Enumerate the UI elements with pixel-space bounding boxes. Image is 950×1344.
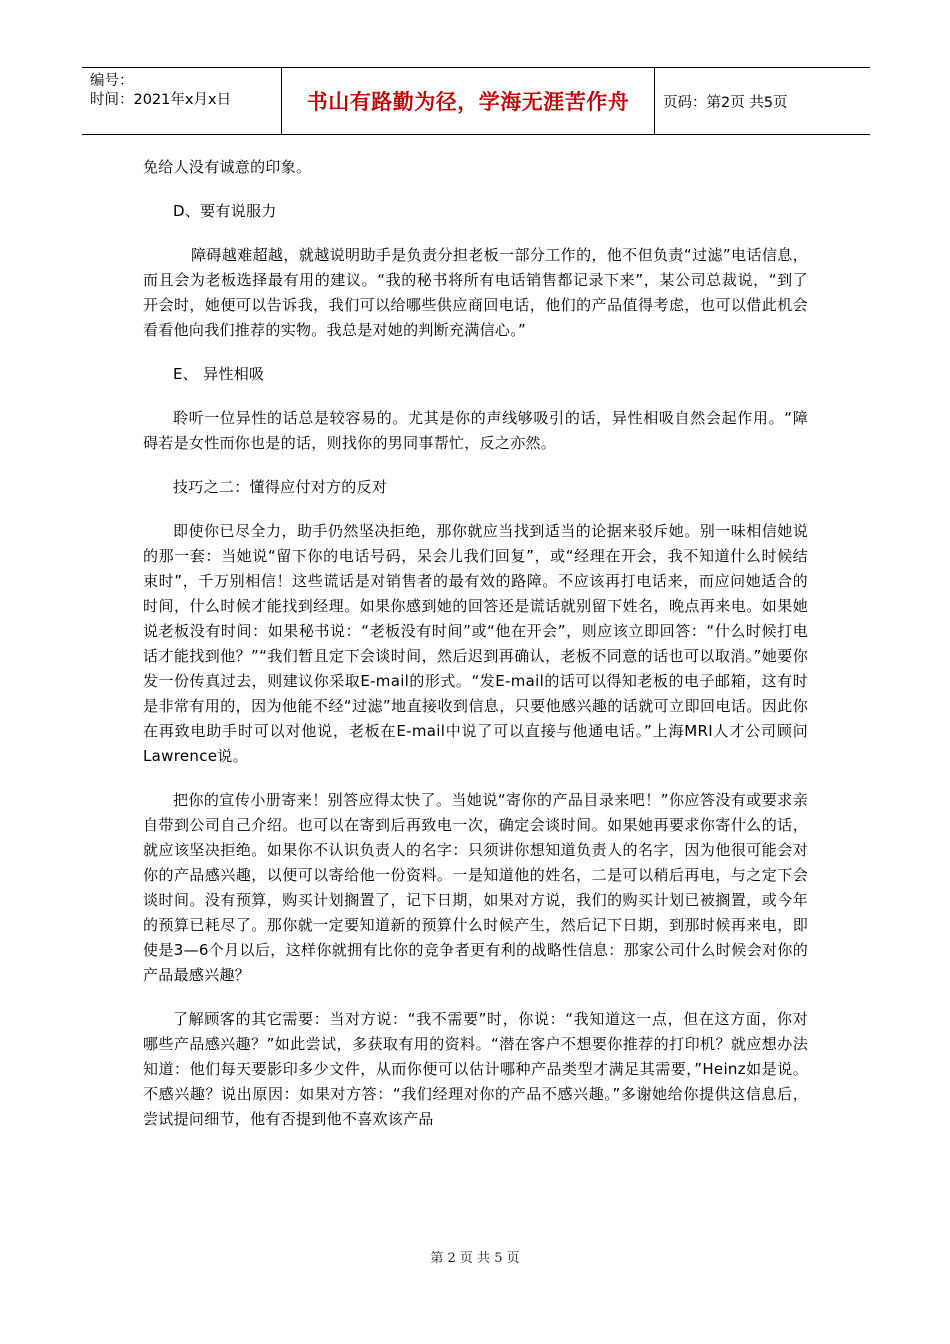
header-meta-cell [82,68,282,134]
header-page-label: 页码：第2页 共5页 [663,94,788,111]
paragraph: 障碍越难超越，就越说明助手是负责分担老板一部分工作的，他不但负责“过滤”电话信息，而且会为老板选择最有用的建议。“我的秘书将所有电话销售都记录下来”，某公司总裁说，“到了开会时，她便可以告诉我，我们可以给哪些供应商回电话，他们的产品值得考虑，也可以借此机会看看他向我们推荐的实物。我总是对她的判断充满信心。” [143,246,808,339]
paragraph: 即使你已尽全力，助手仍然坚决拒绝，那你就应当找到适当的论据来驳斥她。别一味相信她说的那一套：当她说“留下你的电话号码，呆会儿我们回复”，或“经理在开会，我不知道什么时候结束时”，千万别相信！这些谎话是对销售者的最有效的路障。不应该再打电话来，而应问她适合的时间，什么时候才能找到经理。如果你感到她的回答还是谎话就别留下姓名，晚点再来电。如果她说老板没有时间：如果秘书说：“老板没有时间”或“他在开会”，则应该立即回答：“什么时候打电话才能找到他？”“我们暂且定下会谈时间，然后迟到再确认，老板不同意的话也可以取消。”她要你发一份传真过去，则建议你采取E-mail的形式。“发E-mail的话可以得知老板的电子邮箱，这有时是非常有用的，因为他能不经“过滤”地直接收到信息，只要他感兴趣的话就可立即回电话。因此你在再致电助手时可以对他说，老板在E-mail中说了可以直接与他通电话。”上海MRI人才公司顾问 Lawrence说。 [143,522,808,765]
paragraph: 聆听一位异性的话总是较容易的。尤其是你的声线够吸引的话，异性相吸自然会起作用。“障碍若是女性而你也是的话，则找你的男同事帮忙，反之亦然。 [143,409,808,452]
page-header [82,67,870,135]
header-motto: 书山有路勤为径，学海无涯苦作舟 [282,68,655,134]
section-heading-tip2: 技巧之二：懂得应付对方的反对 [173,478,388,496]
paragraph: 了解顾客的其它需要：当对方说：“我不需要”时，你说：“我知道这一点，但在这方面，你对哪些产品感兴趣？”如此尝试，多获取有用的资料。“潜在客户不想要你推荐的打印机？就应想办法知道：他们每天要影印多少文件，从而你便可以估计哪种产品类型才满足其需要，”Heinz如是说。不感兴趣？说出原因：如果对方答：“我们经理对你的产品不感兴趣。”多谢她给你提供这信息后，尝试提问细节，他有否提到他不喜欢该产品 [143,1010,808,1128]
paragraph: 把你的宣传小册寄来！别答应得太快了。当她说“寄你的产品目录来吧！”你应答没有或要求亲自带到公司自己介绍。也可以在寄到后再致电一次，确定会谈时间。如果她再要求你寄什么的话，就应该坚决拒绝。如果你不认识负责人的名字：只须讲你想知道负责人的名字，因为他很可能会对你的产品感兴趣，以便可以寄给他一份资料。一是知道他的姓名，二是可以稍后再电，与之定下会谈时间。没有预算，购买计划搁置了，记下日期，如果对方说，我们的购买计划已被搁置，或今年的预算已耗尽了。那你就一定要知道新的预算什么时候产生，然后记下日期，到那时候再来电，即使是3—6个月以后，这样你就拥有比你的竞争者更有利的战略性信息：那家公司什么时候会对你的产品最感兴趣？ [143,791,808,984]
section-heading-e: E、 异性相吸 [173,365,265,383]
paragraph: 免给人没有诚意的印象。 [143,158,312,176]
section-heading-d: D、要有说服力 [173,202,277,220]
number-label: 编号： [90,73,134,89]
date-label: 时间：2021年x月x日 [90,92,232,108]
page-footer: 第 2 页 共 5 页 [430,1251,520,1266]
document-body [143,155,808,1132]
